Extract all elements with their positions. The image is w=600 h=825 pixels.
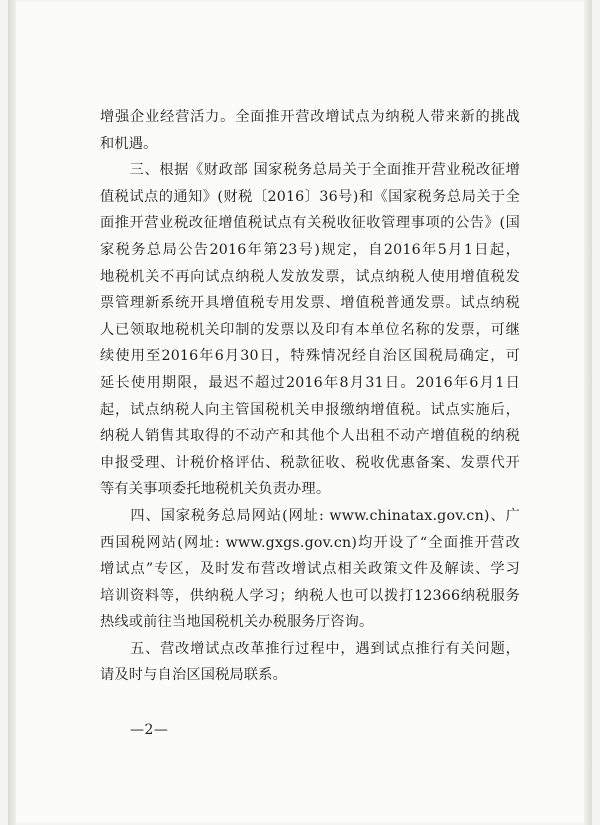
paragraph-item-3 bbox=[100, 157, 520, 503]
text-line: 等有关事项委托地税机关负责办理。 bbox=[100, 481, 331, 498]
text-line: 面推开营业税改征增值税试点有关税收征收管理事项的公告》(国 bbox=[100, 215, 520, 232]
document-body bbox=[100, 104, 520, 689]
text-line: 增强企业经营活力。全面推开营改增试点为纳税人带来新的挑战 bbox=[100, 109, 520, 125]
paragraph-continuation bbox=[100, 104, 520, 157]
text-line: 五、营改增试点改革推行过程中，遇到试点推行有关问题， bbox=[100, 640, 520, 657]
text-line: 培训资料等，供纳税人学习；纳税人也可以拨打12366纳税服务 bbox=[100, 587, 520, 604]
text-line: 起，试点纳税人向主管国税机关申报缴纳增值税。试点实施后， bbox=[100, 401, 520, 418]
page-number: —2— bbox=[130, 722, 169, 738]
text-line: 热线或前往当地国税机关办税服务厅咨询。 bbox=[100, 614, 374, 631]
document-page bbox=[8, 0, 592, 825]
scan-edge-left bbox=[8, 0, 16, 825]
paragraph-item-4 bbox=[100, 503, 520, 636]
text-line: 续使用至2016年6月30日，特殊情况经自治区国税局确定，可 bbox=[100, 348, 520, 365]
text-line: 票管理新系统开具增值税专用发票、增值税普通发票。试点纳税 bbox=[100, 295, 520, 312]
text-line: 延长使用期限，最迟不超过2016年8月31日。2016年6月1日 bbox=[100, 374, 520, 391]
scan-edge-right bbox=[584, 0, 592, 825]
text-line: 三、根据《财政部 国家税务总局关于全面推开营业税改征增 bbox=[100, 162, 520, 179]
text-line: 地税机关不再向试点纳税人发放发票，试点纳税人使用增值税发 bbox=[100, 268, 520, 285]
text-line: 申报受理、计税价格评估、税款征收、税收优惠备案、发票代开 bbox=[100, 454, 520, 471]
text-line: 值税试点的通知》(财税〔2016〕36号)和《国家税务总局关于全 bbox=[100, 188, 520, 205]
text-line: 西国税网站(网址: www.gxgs.gov.cn)均开设了“全面推开营改 bbox=[100, 534, 520, 551]
text-line: 和机遇。 bbox=[100, 135, 158, 152]
text-line: 纳税人销售其取得的不动产和其他个人出租不动产增值税的纳税 bbox=[100, 428, 520, 445]
text-line: 四、国家税务总局网站(网址: www.chinatax.gov.cn)、广 bbox=[100, 507, 520, 524]
paragraph-item-5 bbox=[100, 636, 520, 689]
text-line: 请及时与自治区国税局联系。 bbox=[100, 667, 288, 684]
text-line: 家税务总局公告2016年第23号)规定，自2016年5月1日起， bbox=[100, 241, 520, 258]
text-line: 增试点”专区，及时发布营改增试点相关政策文件及解读、学习 bbox=[100, 561, 520, 578]
text-line: 人已领取地税机关印制的发票以及印有本单位名称的发票，可继 bbox=[100, 321, 520, 338]
